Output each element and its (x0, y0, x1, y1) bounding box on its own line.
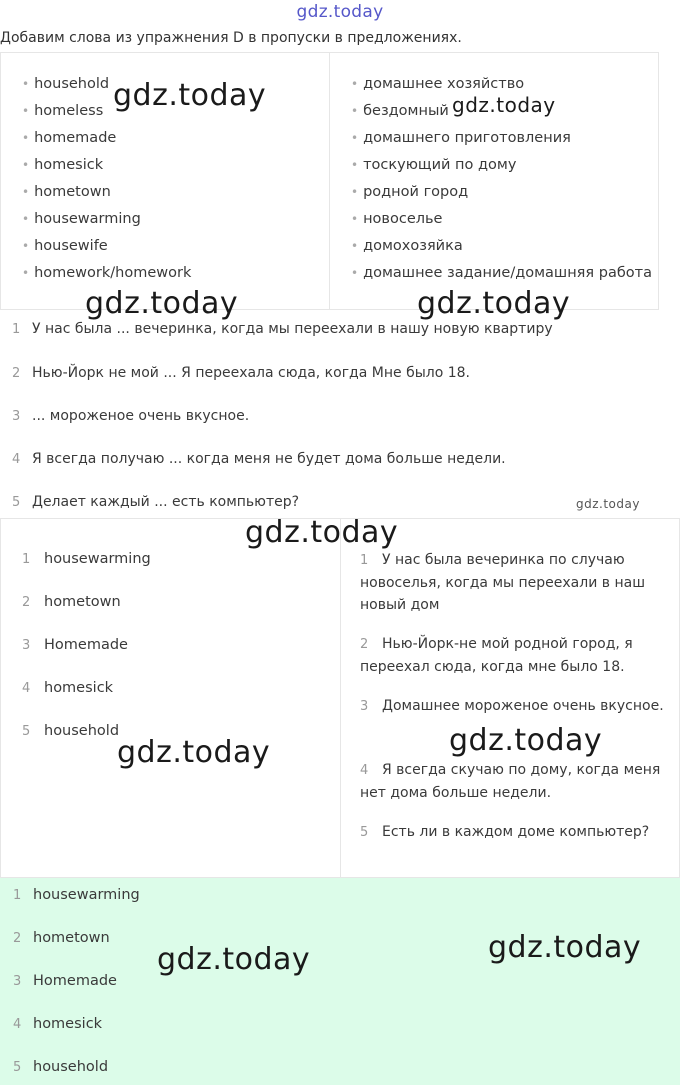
watermark: gdz.today (452, 93, 556, 117)
bullet-icon: • (22, 212, 30, 226)
watermark: gdz.today (157, 942, 311, 977)
vocab-translation: • домашнее хозяйство (351, 76, 525, 92)
exercise-instruction: Добавим слова из упражнения D в пропуски в предложениях. (0, 30, 462, 46)
question-item: 4 Я всегда получаю ... когда меня не будет дома больше недели. (12, 451, 506, 467)
question-item: 1 У нас была ... вечеринка, когда мы переехали в нашу новую квартиру (12, 321, 553, 337)
answer-word: 3 Homemade (22, 637, 128, 653)
bullet-icon: • (22, 239, 30, 253)
answer-word: 4 homesick (22, 680, 114, 696)
vocab-translation: • тоскующий по дому (351, 157, 517, 173)
answer-word: 5 household (22, 723, 120, 739)
vocab-item: • homemade (22, 130, 117, 146)
answer-translation: 2 Нью-Йорк-не мой родной город, я переехал сюда, когда мне было 18. (360, 636, 633, 675)
vocab-item: • homesick (22, 157, 104, 173)
watermark: gdz.today (417, 286, 571, 321)
watermark: gdz.today (117, 735, 271, 770)
answer-translation: 1 У нас была вечеринка по случаю новоселья, когда мы переехали в наш новый дом (360, 552, 646, 613)
bullet-icon: • (22, 77, 30, 91)
bullet-icon: • (351, 239, 359, 253)
bullet-icon: • (351, 131, 359, 145)
bullet-icon: • (22, 131, 30, 145)
answer-word: 1 housewarming (22, 551, 151, 567)
answer-key-item: 3 Homemade (13, 973, 117, 989)
bullet-icon: • (351, 77, 359, 91)
answer-key-item: 4 homesick (13, 1016, 103, 1032)
vocab-translation: • домашнего приготовления (351, 130, 571, 146)
vocab-translation: • родной город (351, 184, 469, 200)
watermark: gdz.today (245, 515, 399, 550)
answer-key-item: 2 hometown (13, 930, 110, 946)
vocabulary-divider (329, 52, 330, 310)
watermark: gdz.today (85, 286, 239, 321)
bullet-icon: • (351, 158, 359, 172)
bullet-icon: • (22, 185, 30, 199)
vocab-item: • homework/homework (22, 265, 192, 281)
bullet-icon: • (351, 185, 359, 199)
vocab-item: • housewarming (22, 211, 141, 227)
watermark: gdz.today (449, 723, 603, 758)
vocab-item: • hometown (22, 184, 111, 200)
watermark: gdz.today (113, 78, 267, 113)
bullet-icon: • (22, 158, 30, 172)
question-item: 5 Делает каждый ... есть компьютер? (12, 494, 300, 510)
vocab-item: • homeless (22, 103, 104, 119)
vocab-translation: • домашнее задание/домашняя работа (351, 265, 652, 281)
answer-translation: 5 Есть ли в каждом доме компьютер? (360, 824, 650, 840)
vocab-translation: • бездомный (351, 103, 449, 119)
vocab-item: • housewife (22, 238, 108, 254)
answer-translation: 3 Домашнее мороженое очень вкусное. (360, 698, 664, 714)
question-item: 3 ... мороженое очень вкусное. (12, 408, 250, 424)
answer-key-item: 1 housewarming (13, 887, 140, 903)
answers-divider (340, 518, 341, 878)
bullet-icon: • (351, 104, 359, 118)
bullet-icon: • (351, 266, 359, 280)
bullet-icon: • (22, 266, 30, 280)
vocab-translation: • новоселье (351, 211, 443, 227)
watermark: gdz.today (576, 497, 640, 511)
answer-translation: 4 Я всегда скучаю по дому, когда меня нет дома больше недели. (360, 762, 661, 801)
watermark: gdz.today (488, 930, 642, 965)
bullet-icon: • (22, 104, 30, 118)
answer-word: 2 hometown (22, 594, 121, 610)
question-item: 2 Нью-Йорк не мой ... Я переехала сюда, когда Мне было 18. (12, 365, 470, 381)
site-logo[interactable]: gdz.today (296, 2, 384, 22)
answer-key-item: 5 household (13, 1059, 109, 1075)
bullet-icon: • (351, 212, 359, 226)
vocab-translation: • домохозяйка (351, 238, 463, 254)
vocab-item: • household (22, 76, 110, 92)
